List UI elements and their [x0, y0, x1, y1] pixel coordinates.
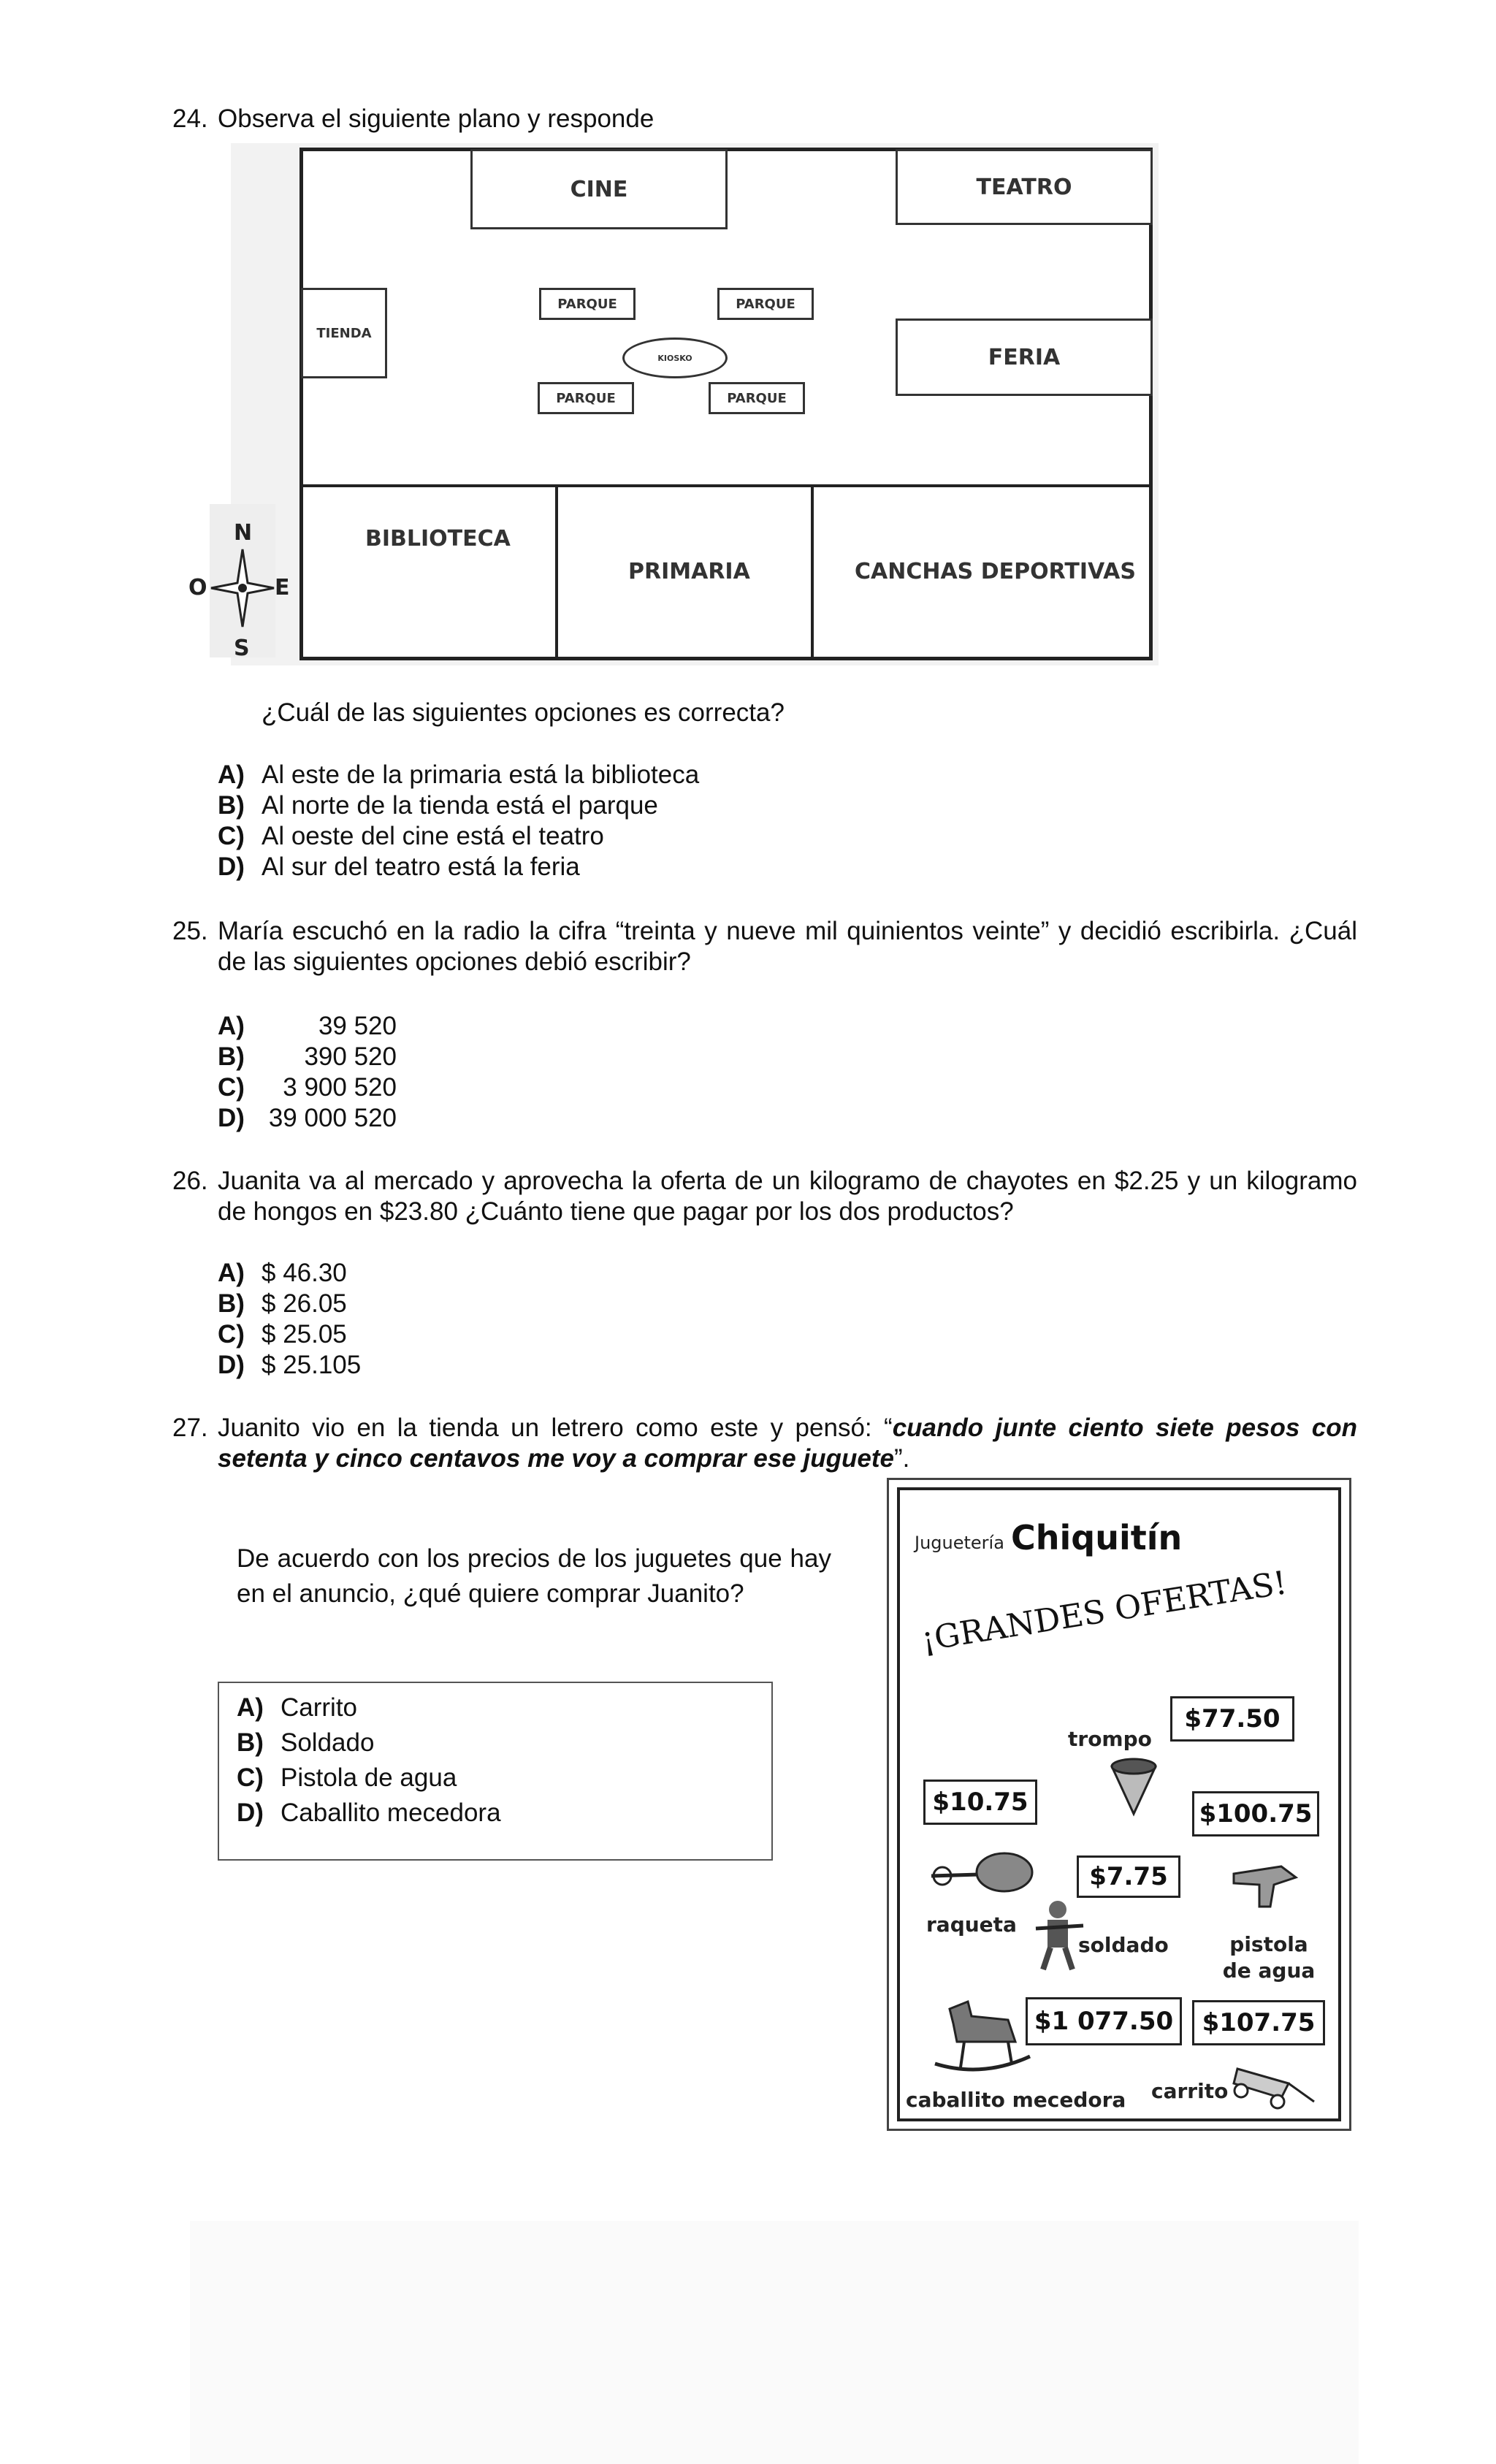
map-kiosko: KIOSKO [622, 337, 728, 378]
wagon-icon [1230, 2054, 1318, 2113]
racket-icon [928, 1847, 1037, 1898]
map-parque-nw: PARQUE [539, 288, 636, 320]
q26-option-b[interactable]: B) $ 26.05 [218, 1289, 347, 1318]
label-raqueta: raqueta [926, 1912, 1017, 1937]
price-pistola: $100.75 [1192, 1791, 1319, 1836]
label-pistola: pistola de agua [1222, 1932, 1316, 1983]
rocking-horse-icon [928, 1994, 1037, 2075]
map-divider [299, 484, 1153, 487]
compass-west: O [188, 575, 207, 600]
q27-question: De acuerdo con los precios de los juguetes que hay en el anuncio, ¿qué quiere comprar Juanito? [237, 1544, 831, 1608]
compass-north: N [234, 520, 253, 546]
map-divider-2 [811, 486, 814, 660]
price-caballito: $1 077.50 [1026, 1997, 1182, 2045]
price-trompo: $77.50 [1170, 1696, 1294, 1742]
q24-number: 24. [172, 104, 208, 133]
q27-option-a[interactable]: A) Carrito [237, 1693, 358, 1722]
q27-option-d[interactable]: D) Caballito mecedora [237, 1799, 501, 1827]
q25-option-b[interactable]: B) 390 520 [218, 1042, 397, 1071]
map-primaria: PRIMARIA [628, 559, 750, 584]
map-cine: CINE [470, 149, 728, 229]
ad-headline: ¡GRANDES OFERTAS! [919, 1564, 1290, 1659]
map-tienda: TIENDA [301, 288, 387, 378]
map-teatro: TEATRO [896, 149, 1153, 225]
q27-options-box [218, 1682, 773, 1861]
q24-option-d[interactable]: D) Al sur del teatro está la feria [218, 853, 580, 881]
map-parque-sw: PARQUE [538, 382, 634, 414]
water-pistol-icon [1230, 1855, 1303, 1914]
spinning-top-icon [1104, 1752, 1163, 1818]
q24-option-a[interactable]: A) Al este de la primaria está la biblioteca [218, 760, 700, 789]
q26-number: 26. [172, 1167, 208, 1195]
q24-option-c[interactable]: C) Al oeste del cine está el teatro [218, 822, 604, 850]
q27-number: 27. [172, 1414, 208, 1442]
map-parque-ne: PARQUE [717, 288, 814, 320]
map-divider-1 [555, 486, 558, 660]
map-canchas: CANCHAS DEPORTIVAS [855, 559, 1137, 584]
label-soldado: soldado [1078, 1933, 1169, 1957]
map-feria: FERIA [896, 319, 1153, 396]
q25-number: 25. [172, 917, 208, 945]
q25-option-a[interactable]: A) 39 520 [218, 1012, 397, 1040]
label-carrito: carrito [1151, 2079, 1229, 2103]
price-soldado: $7.75 [1077, 1855, 1180, 1898]
price-carrito: $107.75 [1192, 2000, 1325, 2045]
ad-store-prefix: Juguetería [915, 1533, 1004, 1553]
q26-text: Juanita va al mercado y aprovecha la oferta de un kilogramo de chayotes en $2.25 y un kilogramo de hongos en $23.80 ¿Cuánto tiene que pagar por los dos productos? [218, 1167, 1357, 1226]
q24-prompt: Observa el siguiente plano y responde [218, 104, 654, 133]
q26-option-d[interactable]: D) $ 25.105 [218, 1351, 362, 1379]
q27-option-c[interactable]: C) Pistola de agua [237, 1763, 457, 1792]
map-parque-se: PARQUE [709, 382, 805, 414]
compass-east: E [275, 575, 290, 600]
q24-option-b[interactable]: B) Al norte de la tienda está el parque [218, 791, 658, 820]
q27-text: Juanito vio en la tienda un letrero como este y pensó: “cuando junte ciento siete pesos con setenta y cinco centavos me voy a comprar ese juguete”. [218, 1414, 1357, 1473]
q26-option-c[interactable]: C) $ 25.05 [218, 1320, 347, 1349]
label-trompo: trompo [1068, 1727, 1152, 1751]
page-scan-shade [190, 2221, 1359, 2464]
map-biblioteca: BIBLIOTECA [365, 526, 511, 552]
q25-option-d[interactable]: D) 39 000 520 [218, 1104, 397, 1132]
compass-south: S [234, 636, 250, 661]
compass-rose-icon [210, 548, 275, 628]
q24-question: ¿Cuál de las siguientes opciones es correcta? [262, 698, 785, 727]
q27-option-b[interactable]: B) Soldado [237, 1728, 375, 1757]
price-raqueta: $10.75 [923, 1780, 1037, 1825]
q25-option-c[interactable]: C) 3 900 520 [218, 1073, 397, 1102]
ad-store-name: Chiquitín [1011, 1518, 1183, 1557]
label-caballito: caballito mecedora [906, 2088, 1126, 2112]
q26-option-a[interactable]: A) $ 46.30 [218, 1259, 347, 1287]
q25-text: María escuchó en la radio la cifra “treinta y nueve mil quinientos veinte” y decidió escribirla. ¿Cuál de las siguientes opciones debió escribir? [218, 917, 1357, 976]
